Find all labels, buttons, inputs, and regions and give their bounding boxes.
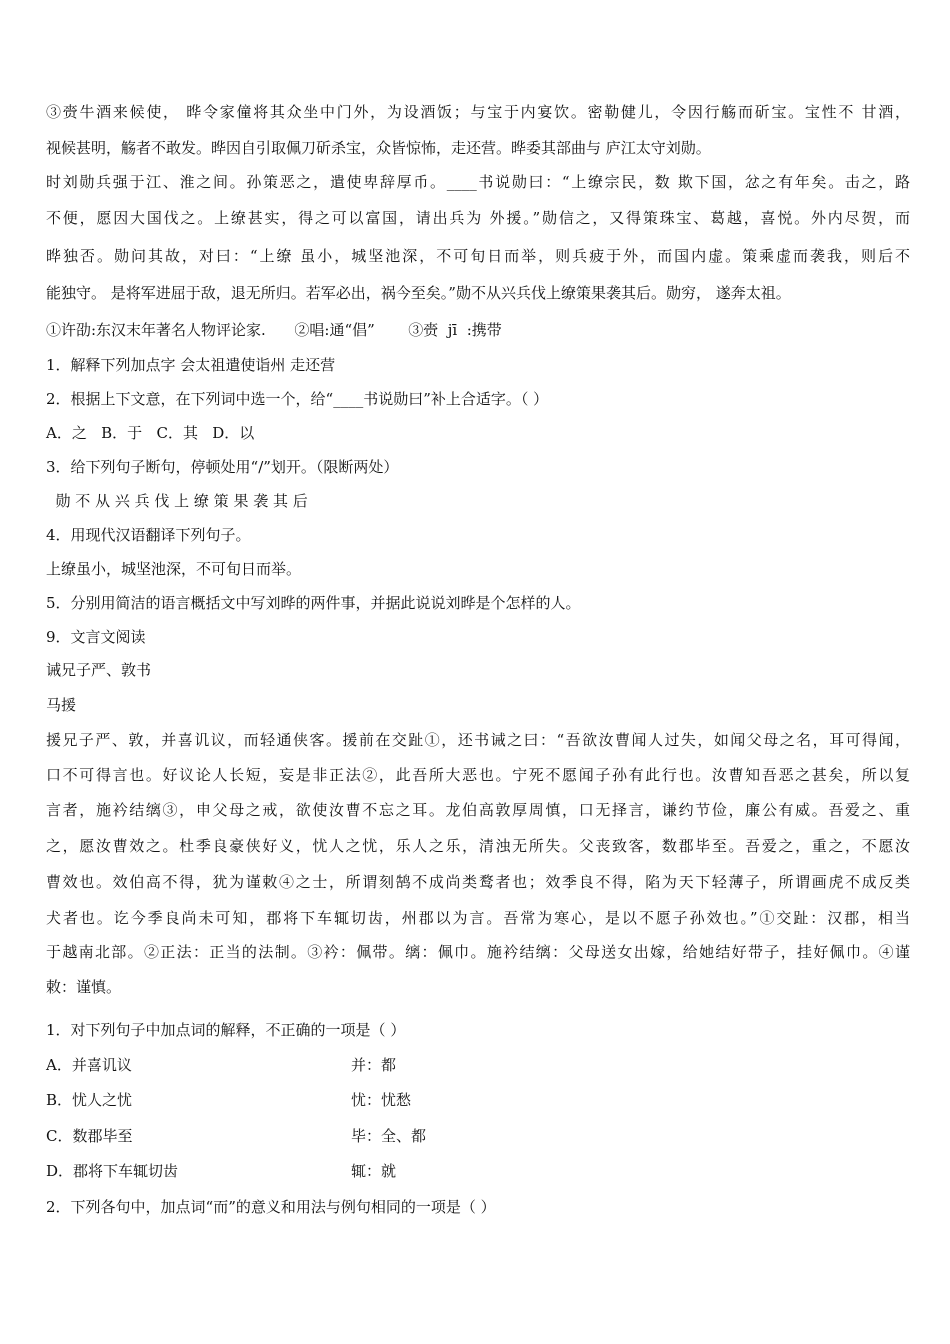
- question: 3．给下列句子断句，停顿处用“/”划开。（限断两处）: [46, 458, 399, 476]
- option-text: D．郡将下车辄切齿: [46, 1162, 179, 1180]
- option-text: A．并喜讥议: [46, 1056, 132, 1074]
- question: 1．解释下列加点字 会太祖遣使诣州 走还营: [46, 356, 336, 374]
- passage-line: 晔独否。勋问其故，对曰：“上缭 虽小，城坚池深，不可旬日而举，则兵疲于外，而国内虚。策乘虚而袭我，则后不: [46, 247, 910, 265]
- option-text: C．数郡毕至: [46, 1127, 133, 1145]
- passage-author: 马援: [46, 696, 77, 714]
- passage-line: ③赍牛酒来候使， 晔令家僮将其众坐中门外，为设酒饭；与宝于内宴饮。密勒健儿，令因行觞而斫宝。宝性不 甘酒，: [46, 103, 910, 121]
- option-text: B．忧人之忧: [46, 1091, 133, 1109]
- passage-line: 于越南北部。②正法：正当的法制。③衿：佩带。缡：佩巾。施衿结缡：父母送女出嫁，给她结好带子，挂好佩巾。④谨: [46, 943, 910, 961]
- option-gloss: 并：都: [351, 1056, 397, 1074]
- passage-line: 能独守。 是将军进屈于敌，退无所归。若军必出，祸今至矣。”勋不从兴兵伐上缭策果袭其后。勋穷， 遂奔太祖。: [46, 284, 791, 302]
- passage-line: 援兄子严、敦，并喜讥议，而轻通侠客。援前在交趾①，还书诫之曰：“吾欲汝曹闻人过失，如闻父母之名，耳可得闻，: [46, 731, 910, 749]
- choices: A．之 B．于 C．其 D．以: [46, 424, 255, 442]
- question: 4．用现代汉语翻译下列句子。: [46, 526, 251, 544]
- option-gloss: 辄：就: [351, 1162, 397, 1180]
- passage-line: 口不可得言也。好议论人长短，妄是非正法②，此吾所大恶也。宁死不愿闻子孙有此行也。汝曹知吾恶之甚矣，所以复: [46, 766, 910, 784]
- passage-line: 曹效也。效伯高不得，犹为谨敕④之士，所谓刻鹄不成尚类鹜者也；效季良不得，陷为天下轻薄子，所谓画虎不成反类: [46, 873, 910, 891]
- passage-line: 犬者也。讫今季良尚未可知，郡将下车辄切齿，州郡以为言。吾常为寒心，是以不愿子孙效也。”①交趾：汉郡，相当: [46, 909, 910, 927]
- footnotes: ①许劭:东汉末年著名人物评论家. ②唱:通“倡” ③赍 jī :携带: [46, 321, 502, 339]
- sentence: 勋 不 从 兴 兵 伐 上 缭 策 果 袭 其 后: [46, 492, 308, 510]
- option-gloss: 毕：全、都: [351, 1127, 427, 1145]
- passage-line: 言者，施衿结缡③，申父母之戒，欲使汝曹不忘之耳。龙伯高敦厚周慎，口无择言，谦约节俭，廉公有威。吾爱之、重: [46, 801, 910, 819]
- option-gloss: 忧：忧愁: [351, 1091, 412, 1109]
- passage-line: 视候甚明，觞者不敢发。晔因自引取佩刀斫杀宝，众皆惊怖，走还营。晔委其部曲与 庐江太守刘勋。: [46, 139, 711, 157]
- passage-line: 不便，愿因大国伐之。上缭甚实，得之可以富国，请出兵为 外援。”勋信之，又得策珠宝、葛越，喜悦。外内尽贺，而: [46, 209, 910, 227]
- passage-title: 诫兄子严、敦书: [46, 661, 152, 679]
- passage-line: 敕：谨慎。: [46, 978, 122, 996]
- passage-line: 之，愿汝曹效之。杜季良豪侠好义，忧人之忧，乐人之乐，清浊无所失。父丧致客，数郡毕至。吾爱之，重之，不愿汝: [46, 837, 910, 855]
- passage-line: 时刘勋兵强于江、淮之间。孙策恶之，遣使卑辞厚币。____书说勋曰：“上缭宗民，数 欺下国，忿之有年矣。击之，路: [46, 173, 910, 191]
- question: 2．根据上下文意，在下列词中选一个，给“____书说勋曰”补上合适字。（ ）: [46, 390, 549, 408]
- section-heading: 9．文言文阅读: [46, 628, 146, 646]
- question: 5．分别用简洁的语言概括文中写刘晔的两件事，并据此说说刘晔是个怎样的人。: [46, 594, 581, 612]
- sentence: 上缭虽小，城坚池深，不可旬日而举。: [46, 560, 302, 578]
- question: 1．对下列句子中加点词的解释，不正确的一项是（ ）: [46, 1021, 406, 1039]
- question: 2．下列各句中，加点词“而”的意义和用法与例句相同的一项是（ ）: [46, 1198, 496, 1216]
